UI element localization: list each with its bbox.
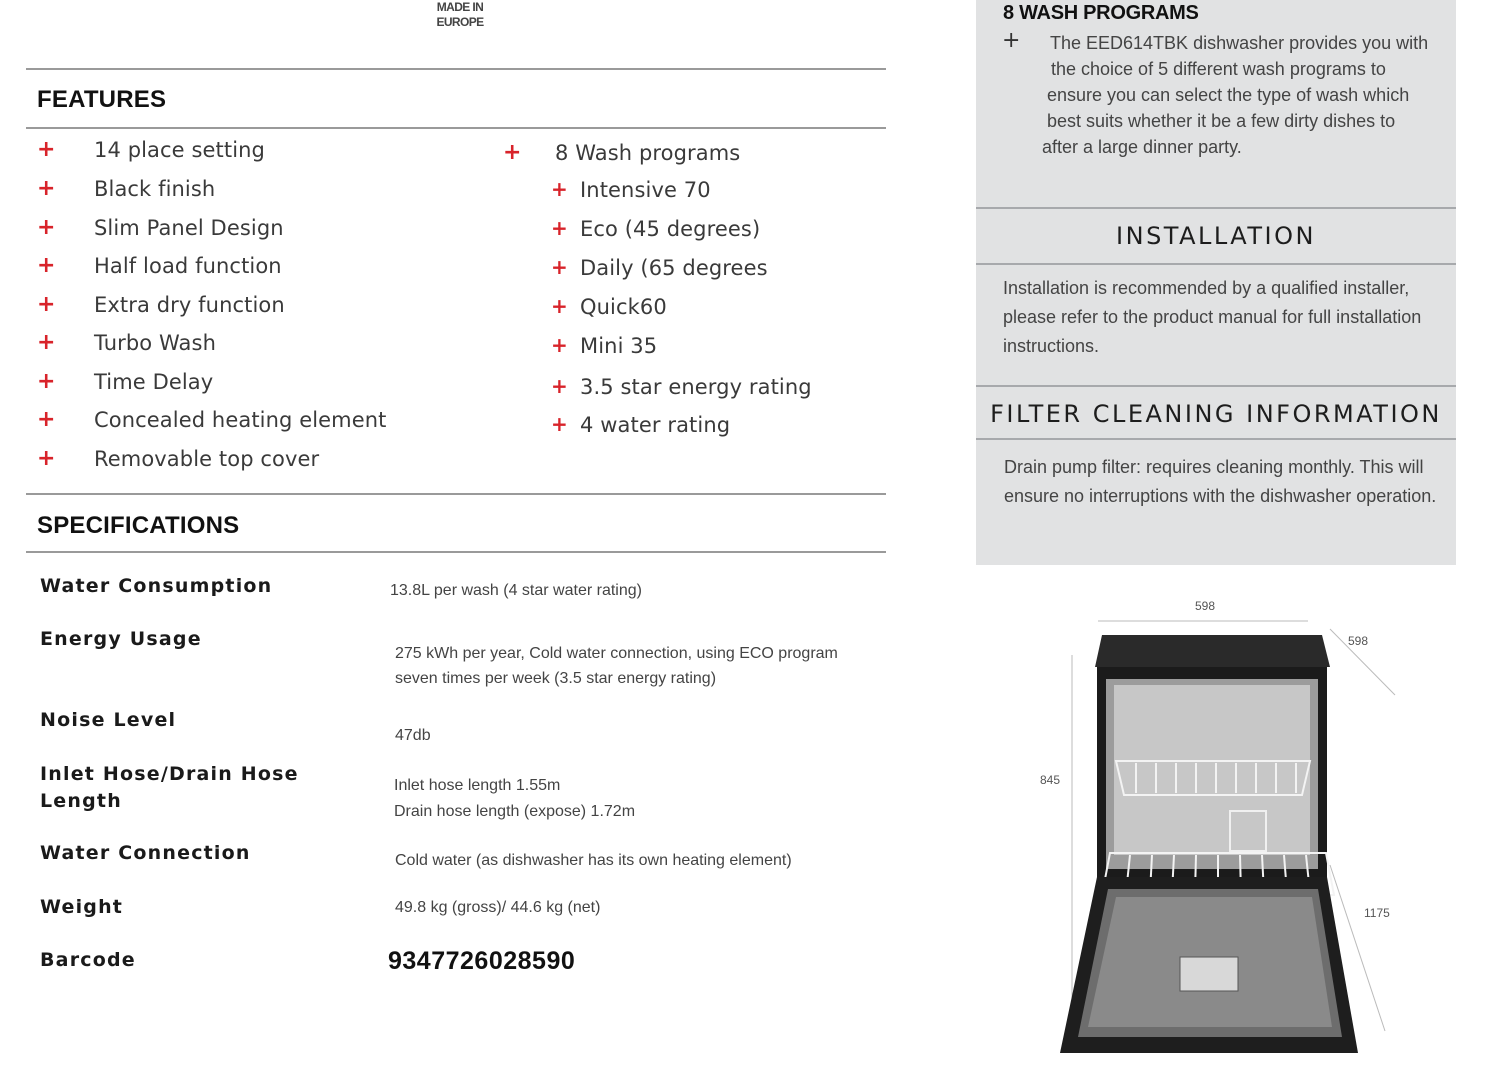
divider xyxy=(26,68,886,70)
feature-label: Turbo Wash xyxy=(94,331,216,355)
depth-label: 598 xyxy=(1348,634,1369,648)
spec-label: Water Consumption xyxy=(40,575,273,597)
plus-icon: + xyxy=(37,292,56,317)
divider xyxy=(976,385,1456,387)
plus-icon: + xyxy=(551,177,568,201)
feature-label: Daily (65 degrees xyxy=(580,256,768,280)
dishwasher-dimension-diagram xyxy=(1040,585,1460,1065)
feature-label: 8 Wash programs xyxy=(555,141,741,165)
spec-label-line2: Length xyxy=(40,790,122,812)
spec-value: Cold water (as dishwasher has its own heating element) xyxy=(395,852,792,869)
height-label: 845 xyxy=(1040,773,1061,787)
text-line: please refer to the product manual for full installation xyxy=(1003,307,1422,327)
barcode-number: 9347726028590 xyxy=(388,947,576,975)
plus-icon: + xyxy=(1002,28,1021,53)
feature-label: Time Delay xyxy=(94,370,214,394)
feature-label: Black finish xyxy=(94,177,216,201)
plus-icon: + xyxy=(551,255,568,279)
plus-icon: + xyxy=(551,333,568,357)
feature-label: Quick60 xyxy=(580,295,667,319)
feature-label: 4 water rating xyxy=(580,413,731,437)
spec-value: 49.8 kg (gross)/ 44.6 kg (net) xyxy=(395,899,601,916)
info-panel xyxy=(976,0,1456,565)
text-line: after a large dinner party. xyxy=(1042,137,1242,157)
feature-label: 3.5 star energy rating xyxy=(580,375,812,399)
wash-programs-title: 8 WASH PROGRAMS xyxy=(1003,2,1199,24)
plus-icon: + xyxy=(503,140,522,165)
feature-label: 14 place setting xyxy=(94,138,265,162)
filter-cleaning-title: FILTER CLEANING INFORMATION xyxy=(990,400,1442,428)
spec-label: Water Connection xyxy=(40,842,251,864)
spec-label: Noise Level xyxy=(40,709,177,731)
installation-title: INSTALLATION xyxy=(1116,222,1316,250)
plus-icon: + xyxy=(551,294,568,318)
made-in-europe-label xyxy=(400,0,520,30)
open-depth-label: 1175 xyxy=(1364,906,1390,920)
specifications-title: SPECIFICATIONS xyxy=(37,512,240,539)
plus-icon: + xyxy=(37,253,56,278)
spec-value: 13.8L per wash (4 star water rating) xyxy=(390,582,642,599)
tub-back-wall xyxy=(1114,685,1310,855)
text-line: The EED614TBK dishwasher provides you with xyxy=(1050,33,1429,53)
spec-label: Weight xyxy=(40,896,124,918)
feature-label: Slim Panel Design xyxy=(94,216,284,240)
plus-icon: + xyxy=(551,412,568,436)
width-label: 598 xyxy=(1195,599,1216,613)
spec-label: Barcode xyxy=(40,949,136,971)
text-line: best suits whether it be a few dirty dishes to xyxy=(1047,111,1396,131)
feature-label: Mini 35 xyxy=(580,334,658,358)
feature-label: Removable top cover xyxy=(94,447,320,471)
divider xyxy=(976,263,1456,265)
filter-cleaning-text xyxy=(1004,453,1436,511)
spec-value: 47db xyxy=(395,727,431,744)
divider xyxy=(26,551,886,553)
text-line: Drain pump filter: requires cleaning monthly. This will xyxy=(1004,457,1424,477)
feature-label: Half load function xyxy=(94,254,282,278)
feature-label: Intensive 70 xyxy=(580,178,711,202)
feature-label: Eco (45 degrees) xyxy=(580,217,761,241)
plus-icon: + xyxy=(551,216,568,240)
plus-icon: + xyxy=(37,215,56,240)
text-line: the choice of 5 different wash programs to xyxy=(1051,59,1386,79)
plus-icon: + xyxy=(37,176,56,201)
text-line: ensure you can select the type of wash which xyxy=(1047,85,1410,105)
text-line: Installation is recommended by a qualified installer, xyxy=(1003,278,1410,298)
spec-value: Inlet hose length 1.55m xyxy=(394,777,561,794)
europe-line: EUROPE xyxy=(436,15,484,29)
divider xyxy=(976,438,1456,440)
spec-label: Energy Usage xyxy=(40,628,202,650)
detergent-dispenser-icon xyxy=(1180,957,1238,991)
made-in-line: MADE IN xyxy=(436,0,484,14)
spec-value: 275 kWh per year, Cold water connection, using ECO program xyxy=(395,645,838,662)
divider xyxy=(26,493,886,495)
text-line: instructions. xyxy=(1003,336,1100,356)
features-title: FEATURES xyxy=(37,86,167,113)
spec-value-line2: seven times per week (3.5 star energy rating) xyxy=(395,670,717,687)
plus-icon: + xyxy=(37,369,56,394)
spec-label: Inlet Hose/Drain Hose xyxy=(40,763,299,785)
divider xyxy=(26,127,886,129)
dishwasher-top-icon xyxy=(1095,635,1330,667)
text-line: ensure no interruptions with the dishwasher operation. xyxy=(1004,486,1437,506)
plus-icon: + xyxy=(37,137,56,162)
installation-text xyxy=(1003,274,1421,361)
divider xyxy=(976,207,1456,209)
wash-programs-text xyxy=(1042,30,1429,160)
plus-icon: + xyxy=(37,407,56,432)
plus-icon: + xyxy=(551,374,568,398)
feature-label: Extra dry function xyxy=(94,293,285,317)
plus-icon: + xyxy=(37,446,56,471)
feature-label: Concealed heating element xyxy=(94,408,387,432)
plus-icon: + xyxy=(37,330,56,355)
spec-value-line2: Drain hose length (expose) 1.72m xyxy=(394,803,636,820)
